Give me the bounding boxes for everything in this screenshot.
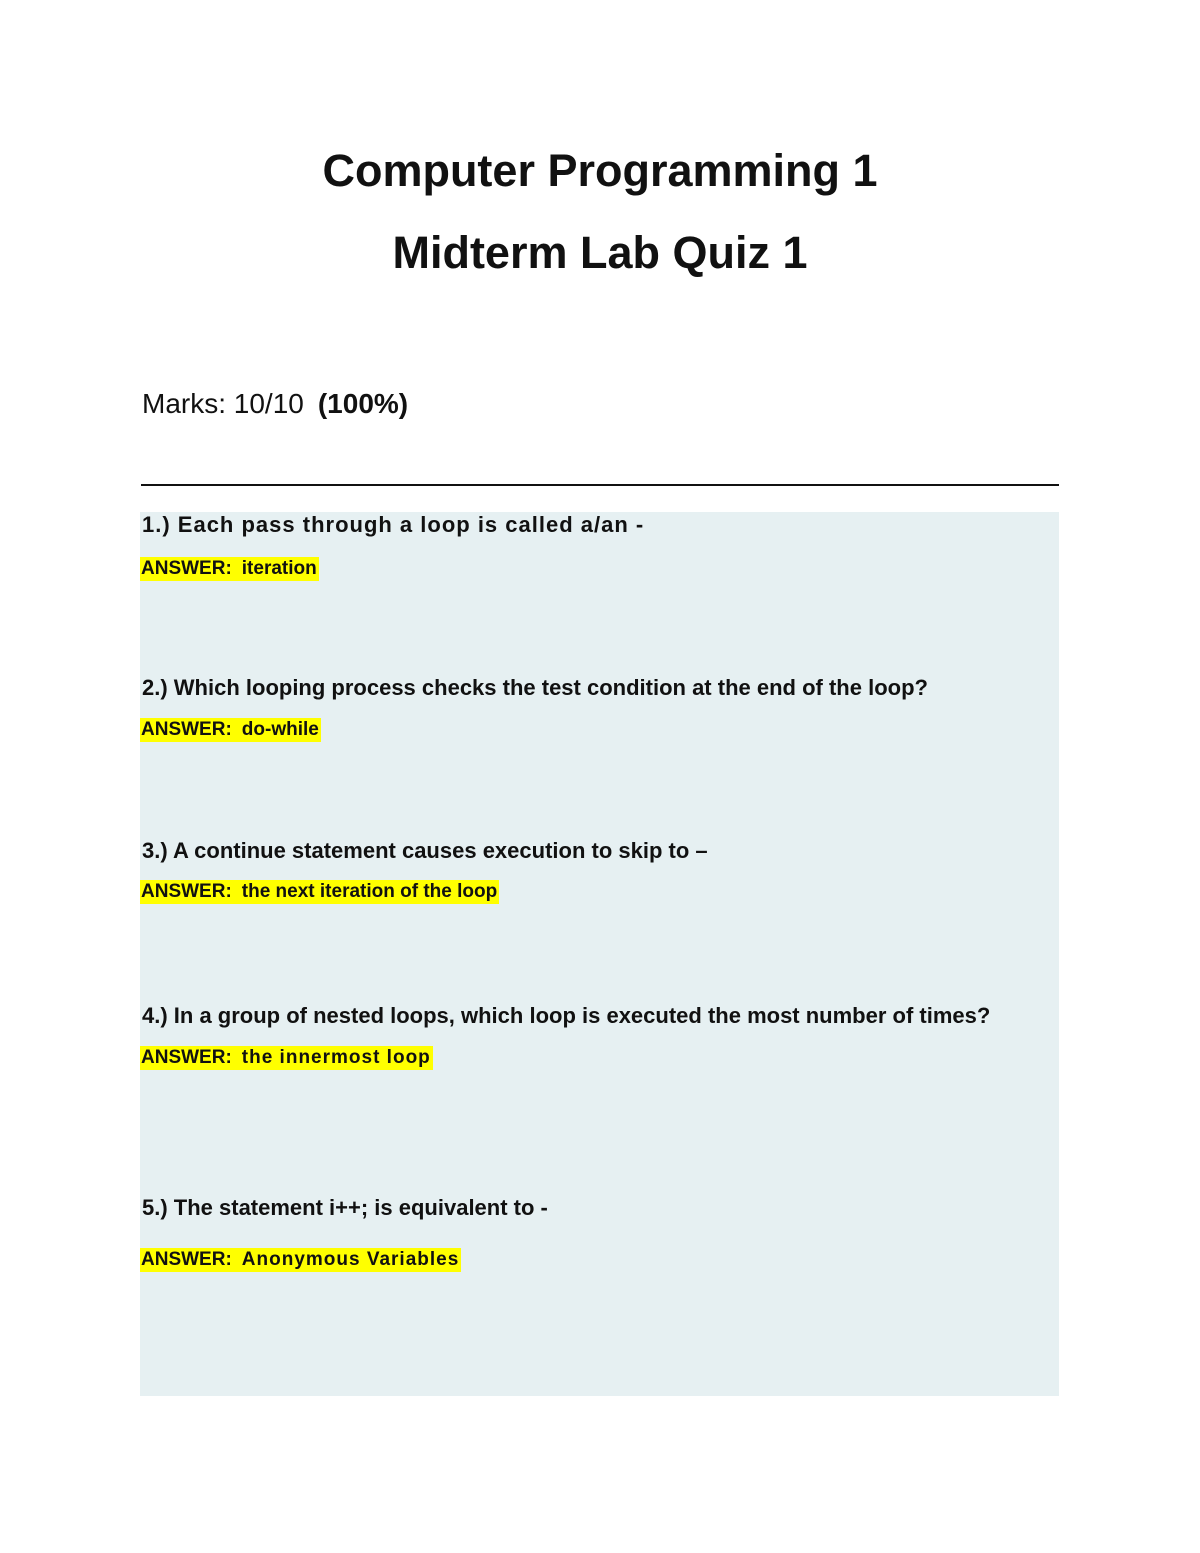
question-5-answer [140,1248,461,1272]
question-3-answer [140,880,499,904]
answer-label: ANSWER: [141,719,232,740]
answer-text: iteration [241,558,317,579]
answer-text: the innermost loop [241,1047,431,1068]
answer-label: ANSWER: [141,881,232,902]
answer-label: ANSWER: [141,558,232,579]
question-5-prompt: 5.) The statement i++; is equivalent to - [142,1195,548,1220]
question-1-answer [140,557,319,581]
marks-percent: (100%) [317,388,409,419]
answer-text: the next iteration of the loop [241,881,498,902]
question-2-prompt: 2.) Which looping process checks the test condition at the end of the loop? [142,675,928,700]
marks-label: Marks: 10/10 [142,388,304,419]
question-3-prompt: 3.) A continue statement causes execution to skip to – [142,838,708,863]
document-title: Computer Programming 1 [322,145,878,196]
answer-text: Anonymous Variables [241,1249,460,1270]
answer-label: ANSWER: [141,1047,232,1068]
question-2-answer [140,718,321,742]
horizontal-divider [141,484,1059,486]
answer-label: ANSWER: [141,1249,232,1270]
marks-score [142,390,408,418]
document-subtitle: Midterm Lab Quiz 1 [392,227,808,278]
question-4-answer [140,1046,433,1070]
question-1-prompt: 1.) Each pass through a loop is called a/an - [142,512,645,537]
question-4-prompt: 4.) In a group of nested loops, which loop is executed the most number of times? [142,1003,991,1028]
answer-text: do-while [241,719,319,740]
